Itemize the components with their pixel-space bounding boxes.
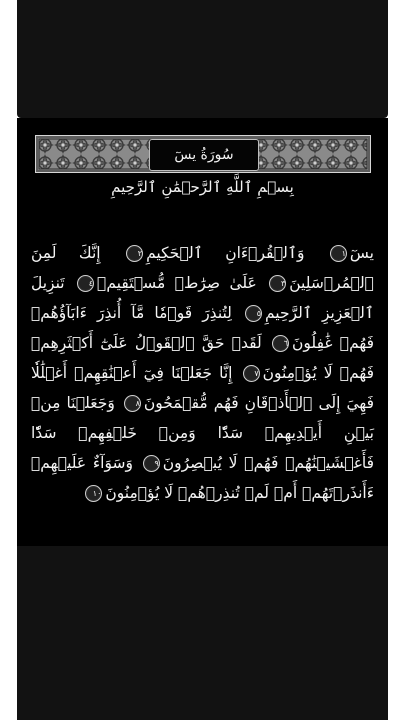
verse: تَنزِيلَ ٱلۡعَزِيزِ ٱلرَّحِيمِ٥ <box>31 274 374 322</box>
bismillah: بِسۡمِ ٱللَّهِ ٱلرَّحۡمَٰنِ ٱلرَّحِيمِ <box>111 178 294 196</box>
surah-header-ornament <box>35 135 371 173</box>
verse: وَسَوَآءٌ عَلَيۡهِمۡ ءَأَنذَرۡتَهُمۡ أَمۡ لَمۡ تُنذِرۡهُمۡ لَا يُؤۡمِنُونَ١٠ <box>31 454 374 502</box>
verse: إِنَّا جَعَلۡنَا فِيٓ أَعۡنَٰقِهِمۡ أَغۡلَٰلٗا فَهِيَ إِلَى ٱلۡأَذۡقَانِ فَهُم مُّقۡمَحُونَ٨ <box>31 364 374 412</box>
verse-number-marker: ٤ <box>77 275 94 292</box>
verse: وَٱلۡقُرۡءَانِ ٱلۡحَكِيمِ٢ <box>123 244 304 262</box>
quran-page <box>17 118 388 546</box>
verse: وَجَعَلۡنَا مِنۢ بَيۡنِ أَيۡدِيهِمۡ سَدّٗا وَمِنۡ خَلۡفِهِمۡ سَدّٗا فَأَغۡشَيۡنَٰهُمۡ فَهُمۡ لَا يُبۡصِرُونَ٩ <box>31 394 375 472</box>
bottom-dark-panel <box>17 546 388 720</box>
verse: لَقَدۡ حَقَّ ٱلۡقَوۡلُ عَلَىٰٓ أَكۡثَرِهِمۡ فَهُمۡ لَا يُؤۡمِنُونَ٧ <box>31 334 374 382</box>
verse-number-marker: ٩ <box>143 455 160 472</box>
verse: إِنَّكَ لَمِنَ ٱلۡمُرۡسَلِينَ٣ <box>31 244 374 292</box>
verse-number-marker: ٥ <box>245 305 262 322</box>
verse: يسٓ١ <box>327 244 374 262</box>
verse-number-marker: ٢ <box>126 245 143 262</box>
surah-title: سُورَةُ يسٓ <box>174 147 234 163</box>
verse-number-marker: ١٠ <box>85 485 102 502</box>
verses-text <box>31 238 374 508</box>
verse: لِتُنذِرَ قَوۡمٗا مَّآ أُنذِرَ ءَابَآؤُهُمۡ فَهُمۡ غَٰفِلُونَ٦ <box>31 304 374 352</box>
verse-number-marker: ١ <box>330 245 347 262</box>
verse-number-marker: ٧ <box>243 365 260 382</box>
surah-title-plate <box>149 139 259 171</box>
verse-number-marker: ٣ <box>269 275 286 292</box>
verse-number-marker: ٨ <box>124 395 141 412</box>
verse-number-marker: ٦ <box>272 335 289 352</box>
top-dark-panel <box>17 0 388 118</box>
verse: عَلَىٰ صِرَٰطٖ مُّسۡتَقِيمٖ٤ <box>74 274 257 292</box>
